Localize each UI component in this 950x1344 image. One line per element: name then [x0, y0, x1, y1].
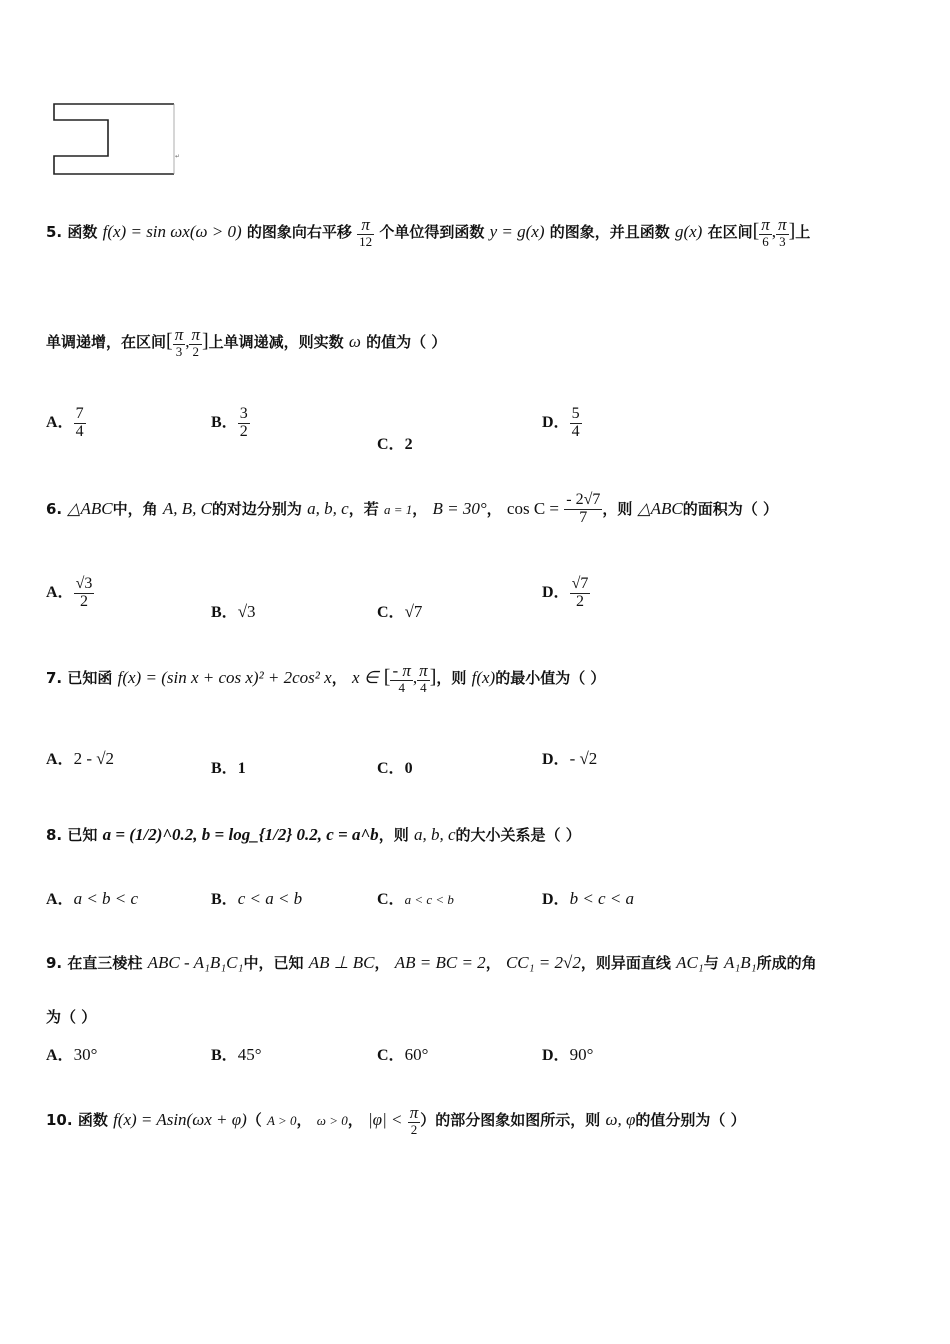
fraction: $\frac{\pi}{3}$: [174, 325, 184, 359]
option-c[interactable]: C．a < c < b: [377, 891, 454, 908]
option-b[interactable]: B． $\frac{3}{2}$: [211, 405, 248, 440]
option-c[interactable]: C．60°: [377, 1045, 429, 1064]
fraction: $\frac{√3}{2}$: [75, 575, 93, 610]
option-d[interactable]: D．90°: [542, 1045, 594, 1064]
option-a[interactable]: A． $\frac{7}{4}$: [46, 405, 84, 440]
question-number: 7.: [46, 668, 63, 687]
option-c[interactable]: C．2: [377, 436, 413, 453]
fraction: $\frac{7}{4}$: [75, 405, 84, 440]
option-b[interactable]: B．45°: [211, 1045, 262, 1064]
question-6: 6. △ABC中，角 A, B, C的对边分别为 a, b, c，若 a = 1， B = 30°， cos C = $\frac{- 2√7}{7}$ ，则 △ABC的面积为（ ）: [46, 491, 779, 526]
question-8: 8. 已知 a = (1/2)^0.2, b = log_{1/2} 0.2, c = a^b，则 a, b, c的大小关系是（ ）: [46, 825, 581, 844]
question-5-line-1: 5. 函数 f(x) = sin ωx(ω > 0) 的图象向右平移 $\frac{\pi}{12}$ 个单位得到函数 y = g(x) 的图象，并且函数 g(x) 在区间[ $\frac{\pi}{6}$ , $\frac{\pi}{3}$ ]上: [46, 215, 811, 249]
option-c[interactable]: C．√7: [377, 602, 423, 621]
svg-text:↵: ↵: [175, 153, 181, 160]
omega-symbol: ω: [348, 331, 361, 351]
question-5-line-2: 单调递增，在区间[ $\frac{\pi}{3}$ , $\frac{\pi}{2}$ ]上单调递减，则实数 ω 的值为（ ）: [46, 325, 447, 359]
math-expression: y = g(x): [489, 221, 545, 241]
option-a[interactable]: A．2 - √2: [46, 749, 115, 768]
option-b[interactable]: B．√3: [211, 602, 256, 621]
option-b[interactable]: B．1: [211, 760, 246, 777]
question-number: 6.: [46, 499, 63, 518]
math-expression: f(x) = Asin(ωx + φ): [113, 1109, 247, 1129]
fraction: $\frac{3}{2}$: [239, 405, 248, 440]
question-number: 8.: [46, 826, 63, 844]
math-expression: f(x) = sin ωx(ω > 0): [102, 221, 242, 241]
question-number: 5.: [46, 222, 63, 241]
question-7: 7. 已知函 f(x) = (sin x + cos x)² + 2cos² x， x ∈ [ $\frac{- \pi}{4}$ , $\frac{\pi}{4}$ ]，则 f(x)的最小值为（ ）: [46, 661, 606, 695]
fraction: $\frac{- 2√7}{7}$: [566, 491, 601, 526]
math-expression: a = (1/2)^0.2, b = log_{1/2} 0.2, c = a^b: [102, 825, 379, 844]
math-expression: g(x): [674, 221, 703, 241]
option-d[interactable]: D．b < c < a: [542, 889, 635, 908]
shape-figure: [48, 100, 183, 180]
option-a[interactable]: A． $\frac{√3}{2}$: [46, 575, 93, 610]
fraction: $\frac{\pi}{4}$: [419, 661, 428, 695]
question-9-line-2: 为（ ）: [46, 1008, 97, 1026]
fraction: $\frac{- \pi}{4}$: [392, 661, 411, 695]
question-number: 9.: [46, 954, 63, 972]
option-a[interactable]: A．a < b < c: [46, 889, 139, 908]
fraction: $\frac{√7}{2}$: [571, 575, 589, 610]
fraction: $\frac{\pi}{6}$: [761, 215, 770, 249]
option-c[interactable]: C．0: [377, 760, 413, 777]
question-number: 10.: [46, 1110, 73, 1129]
math-expression: f(x) = (sin x + cos x)² + 2cos² x: [117, 667, 332, 687]
question-10: 10. 函数 f(x) = Asin(ωx + φ)（ A > 0， ω > 0， |φ| < $\frac{\pi}{2}$ ）的部分图象如图所示，则 ω, φ的值分别为（ ）: [46, 1103, 746, 1137]
fraction: $\frac{\pi}{2}$: [409, 1103, 419, 1137]
option-d[interactable]: D． $\frac{√7}{2}$: [542, 575, 589, 610]
option-d[interactable]: D．- √2: [542, 749, 598, 768]
fraction: $\frac{\pi}{2}$: [191, 325, 200, 359]
fraction: $\frac{\pi}{3}$: [778, 215, 787, 249]
fraction: $\frac{\pi}{12}$: [359, 215, 373, 249]
option-a[interactable]: A．30°: [46, 1045, 98, 1064]
option-b[interactable]: B．c < a < b: [211, 889, 303, 908]
question-9-line-1: 9. 在直三棱柱 ABC - A₁B₁C₁中，已知 AB ⊥ BC， AB = BC = 2， CC₁ = 2√2，则异面直线 AC₁与 A₁B₁所成的角: [46, 953, 817, 972]
fraction: $\frac{5}{4}$: [571, 405, 580, 440]
option-d[interactable]: D． $\frac{5}{4}$: [542, 405, 580, 440]
